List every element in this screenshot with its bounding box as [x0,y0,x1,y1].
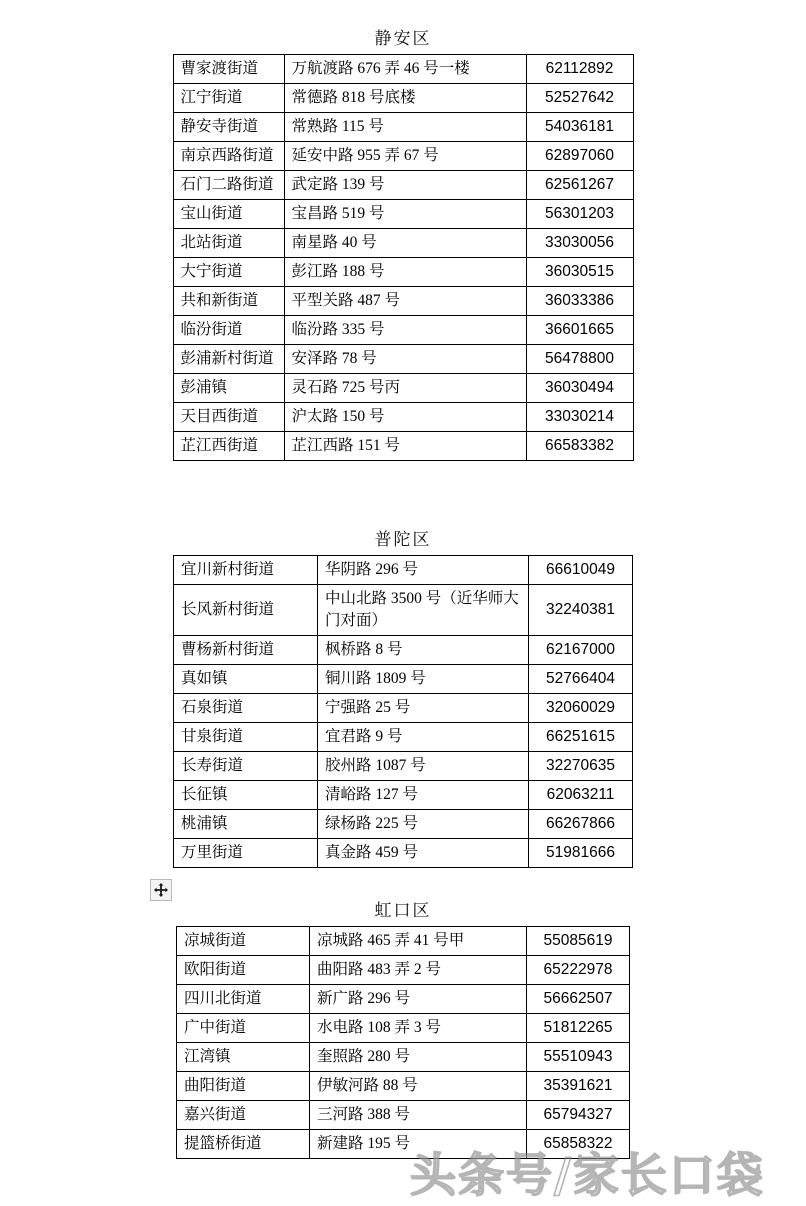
watermark-text: 头条号/家长口袋 [410,1148,765,1202]
telephone-cell: 33030056 [526,229,633,258]
address-cell: 中山北路 3500 号（近华师大门对面） [318,585,529,636]
address-cell: 真金路 459 号 [318,839,529,868]
table-row [173,84,633,113]
street-name-cell: 曹家渡街道 [173,55,284,84]
telephone-cell: 66583382 [526,432,633,461]
address-cell: 常熟路 115 号 [284,113,526,142]
street-name-cell: 四川北街道 [177,985,310,1014]
telephone-cell: 32240381 [529,585,633,636]
table-body [177,927,630,1159]
address-table-hongkou [176,926,630,1159]
table-row [173,432,633,461]
street-name-cell: 江宁街道 [173,84,284,113]
address-cell: 常德路 818 号底楼 [284,84,526,113]
street-name-cell: 桃浦镇 [174,810,318,839]
street-name-cell: 宜川新村街道 [174,556,318,585]
telephone-cell: 65222978 [527,956,630,985]
street-name-cell: 静安寺街道 [173,113,284,142]
telephone-cell: 52527642 [526,84,633,113]
street-name-cell: 芷江西街道 [173,432,284,461]
address-cell: 南星路 40 号 [284,229,526,258]
table-row [174,781,633,810]
table-row [174,585,633,636]
table-row [174,694,633,723]
street-name-cell: 真如镇 [174,665,318,694]
telephone-cell: 51981666 [529,839,633,868]
table-row [177,1043,630,1072]
street-name-cell: 江湾镇 [177,1043,310,1072]
address-table-putuo [173,555,633,868]
table-row [174,665,633,694]
table-row [173,374,633,403]
telephone-cell: 65858322 [527,1130,630,1159]
table-row [177,985,630,1014]
table-row [173,403,633,432]
address-cell: 沪太路 150 号 [284,403,526,432]
telephone-cell: 35391621 [527,1072,630,1101]
street-name-cell: 嘉兴街道 [177,1101,310,1130]
telephone-cell: 55085619 [527,927,630,956]
street-name-cell: 北站街道 [173,229,284,258]
telephone-cell: 62112892 [526,55,633,84]
telephone-cell: 36601665 [526,316,633,345]
section-putuo [0,529,806,868]
address-cell: 宁强路 25 号 [318,694,529,723]
section-title: 虹口区 [374,901,432,920]
telephone-cell: 62063211 [529,781,633,810]
table-row [173,345,633,374]
address-cell: 华阴路 296 号 [318,556,529,585]
table-row [177,1014,630,1043]
section-title: 普陀区 [374,530,432,549]
table-row [173,200,633,229]
address-cell: 延安中路 955 弄 67 号 [284,142,526,171]
table-row [174,556,633,585]
table-row [173,142,633,171]
street-name-cell: 长寿街道 [174,752,318,781]
table-row [174,839,633,868]
telephone-cell: 32270635 [529,752,633,781]
street-name-cell: 提篮桥街道 [177,1130,310,1159]
address-cell: 奎照路 280 号 [310,1043,527,1072]
street-name-cell: 天目西街道 [173,403,284,432]
address-cell: 清峪路 127 号 [318,781,529,810]
address-cell: 彭江路 188 号 [284,258,526,287]
table-row [174,636,633,665]
table-move-handle[interactable] [150,879,172,901]
address-cell: 三河路 388 号 [310,1101,527,1130]
street-name-cell: 万里街道 [174,839,318,868]
telephone-cell: 66251615 [529,723,633,752]
table-row [173,229,633,258]
section-jingan [0,28,806,461]
address-cell: 宝昌路 519 号 [284,200,526,229]
address-cell: 芷江西路 151 号 [284,432,526,461]
address-cell: 武定路 139 号 [284,171,526,200]
telephone-cell: 55510943 [527,1043,630,1072]
table-body [173,55,633,461]
address-cell: 凉城路 465 弄 41 号甲 [310,927,527,956]
address-cell: 灵石路 725 号丙 [284,374,526,403]
address-cell: 绿杨路 225 号 [318,810,529,839]
telephone-cell: 36030494 [526,374,633,403]
telephone-cell: 62897060 [526,142,633,171]
table-row [177,927,630,956]
telephone-cell: 36030515 [526,258,633,287]
table-row [173,258,633,287]
table-row [174,723,633,752]
street-name-cell: 石门二路街道 [173,171,284,200]
telephone-cell: 56301203 [526,200,633,229]
telephone-cell: 62167000 [529,636,633,665]
telephone-cell: 32060029 [529,694,633,723]
table-row [173,171,633,200]
telephone-cell: 54036181 [526,113,633,142]
street-name-cell: 大宁街道 [173,258,284,287]
move-4way-icon [153,882,169,898]
street-name-cell: 广中街道 [177,1014,310,1043]
table-row [177,1072,630,1101]
telephone-cell: 66610049 [529,556,633,585]
telephone-cell: 56478800 [526,345,633,374]
street-name-cell: 共和新街道 [173,287,284,316]
address-cell: 枫桥路 8 号 [318,636,529,665]
street-name-cell: 石泉街道 [174,694,318,723]
address-cell: 新建路 195 号 [310,1130,527,1159]
street-name-cell: 长征镇 [174,781,318,810]
street-name-cell: 南京西路街道 [173,142,284,171]
telephone-cell: 36033386 [526,287,633,316]
street-name-cell: 曹杨新村街道 [174,636,318,665]
address-cell: 水电路 108 弄 3 号 [310,1014,527,1043]
table-row [173,113,633,142]
street-name-cell: 彭浦新村街道 [173,345,284,374]
table-row [177,956,630,985]
telephone-cell: 66267866 [529,810,633,839]
table-row [177,1101,630,1130]
telephone-cell: 51812265 [527,1014,630,1043]
address-cell: 胶州路 1087 号 [318,752,529,781]
address-cell: 万航渡路 676 弄 46 号一楼 [284,55,526,84]
street-name-cell: 彭浦镇 [173,374,284,403]
section-hongkou [0,900,806,1159]
address-cell: 伊敏河路 88 号 [310,1072,527,1101]
street-name-cell: 宝山街道 [173,200,284,229]
address-cell: 安泽路 78 号 [284,345,526,374]
telephone-cell: 33030214 [526,403,633,432]
address-cell: 平型关路 487 号 [284,287,526,316]
table-row [173,55,633,84]
address-cell: 临汾路 335 号 [284,316,526,345]
table-row [173,316,633,345]
table-row [173,287,633,316]
telephone-cell: 56662507 [527,985,630,1014]
street-name-cell: 长风新村街道 [174,585,318,636]
street-name-cell: 临汾街道 [173,316,284,345]
address-cell: 宜君路 9 号 [318,723,529,752]
table-row [174,810,633,839]
address-cell: 铜川路 1809 号 [318,665,529,694]
table-row [174,752,633,781]
street-name-cell: 甘泉街道 [174,723,318,752]
street-name-cell: 欧阳街道 [177,956,310,985]
address-cell: 曲阳路 483 弄 2 号 [310,956,527,985]
telephone-cell: 65794327 [527,1101,630,1130]
address-cell: 新广路 296 号 [310,985,527,1014]
telephone-cell: 62561267 [526,171,633,200]
table-body [174,556,633,868]
address-table-jingan [173,54,634,461]
section-title: 静安区 [374,29,432,48]
table-row [177,1130,630,1159]
telephone-cell: 52766404 [529,665,633,694]
street-name-cell: 曲阳街道 [177,1072,310,1101]
street-name-cell: 凉城街道 [177,927,310,956]
